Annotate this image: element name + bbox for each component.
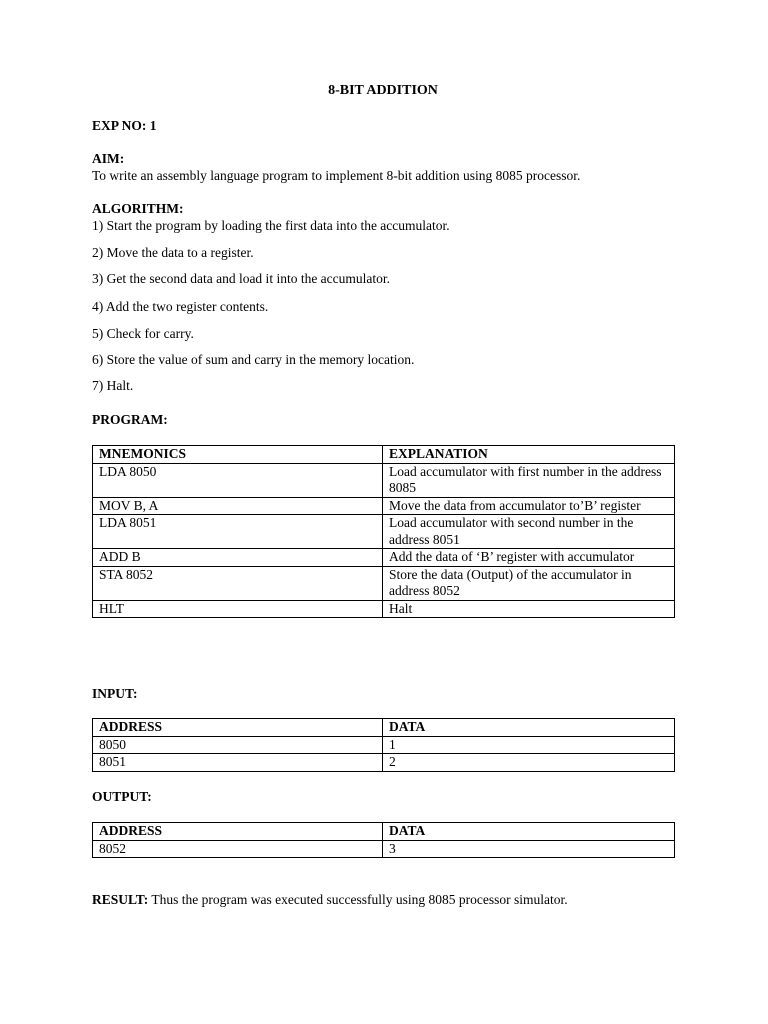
- algorithm-step: 6) Store the value of sum and carry in the memory location.: [92, 352, 415, 367]
- column-header-data: DATA: [383, 823, 675, 841]
- mnemonic-cell: LDA 8051: [93, 515, 383, 549]
- document-title: 8-BIT ADDITION: [328, 83, 438, 98]
- table-row: [93, 515, 675, 549]
- column-header-explanation: EXPLANATION: [383, 446, 675, 464]
- data-cell: 1: [383, 736, 675, 754]
- column-header-address: ADDRESS: [93, 823, 383, 841]
- explanation-cell: Halt: [383, 600, 675, 618]
- mnemonic-cell: HLT: [93, 600, 383, 618]
- table-header-row: [93, 446, 675, 464]
- algorithm-step: 3) Get the second data and load it into the accumulator.: [92, 271, 391, 286]
- algorithm-heading: ALGORITHM:: [92, 201, 184, 216]
- algorithm-step: 1) Start the program by loading the first data into the accumulator.: [92, 218, 450, 233]
- explanation-cell: Load accumulator with second number in the address 8051: [383, 515, 675, 549]
- program-table: [92, 445, 675, 618]
- data-cell: 2: [383, 754, 675, 772]
- mnemonic-cell: MOV B, A: [93, 497, 383, 515]
- explanation-cell: Store the data (Output) of the accumulator in address 8052: [383, 566, 675, 600]
- table-row: [93, 566, 675, 600]
- explanation-cell: Add the data of ‘B’ register with accumulator: [383, 549, 675, 567]
- result-text: Thus the program was executed successfully using 8085 processor simulator.: [148, 892, 568, 907]
- algorithm-step: 4) Add the two register contents.: [92, 299, 269, 314]
- output-table: [92, 822, 675, 858]
- data-cell: 3: [383, 840, 675, 858]
- input-heading: INPUT:: [92, 686, 138, 701]
- column-header-address: ADDRESS: [93, 719, 383, 737]
- input-table: [92, 718, 675, 772]
- algorithm-step: 2) Move the data to a register.: [92, 245, 254, 260]
- explanation-cell: Load accumulator with first number in the address 8085: [383, 463, 675, 497]
- output-heading: OUTPUT:: [92, 789, 152, 804]
- algorithm-step: 7) Halt.: [92, 378, 134, 393]
- table-header-row: [93, 823, 675, 841]
- table-row: [93, 736, 675, 754]
- table-header-row: [93, 719, 675, 737]
- table-row: [93, 840, 675, 858]
- table-row: [93, 754, 675, 772]
- table-row: [93, 549, 675, 567]
- column-header-data: DATA: [383, 719, 675, 737]
- program-heading: PROGRAM:: [92, 412, 168, 427]
- mnemonic-cell: ADD B: [93, 549, 383, 567]
- address-cell: 8051: [93, 754, 383, 772]
- result-label: RESULT:: [92, 892, 149, 907]
- column-header-mnemonics: MNEMONICS: [93, 446, 383, 464]
- mnemonic-cell: STA 8052: [93, 566, 383, 600]
- aim-heading: AIM:: [92, 151, 125, 166]
- address-cell: 8052: [93, 840, 383, 858]
- explanation-cell: Move the data from accumulator to’B’ register: [383, 497, 675, 515]
- mnemonic-cell: LDA 8050: [93, 463, 383, 497]
- result-paragraph: [92, 891, 568, 908]
- table-row: [93, 600, 675, 618]
- exp-number: EXP NO: 1: [92, 118, 157, 133]
- table-row: [93, 497, 675, 515]
- address-cell: 8050: [93, 736, 383, 754]
- aim-text: To write an assembly language program to implement 8-bit addition using 8085 processor.: [92, 168, 581, 183]
- table-row: [93, 463, 675, 497]
- algorithm-step: 5) Check for carry.: [92, 326, 194, 341]
